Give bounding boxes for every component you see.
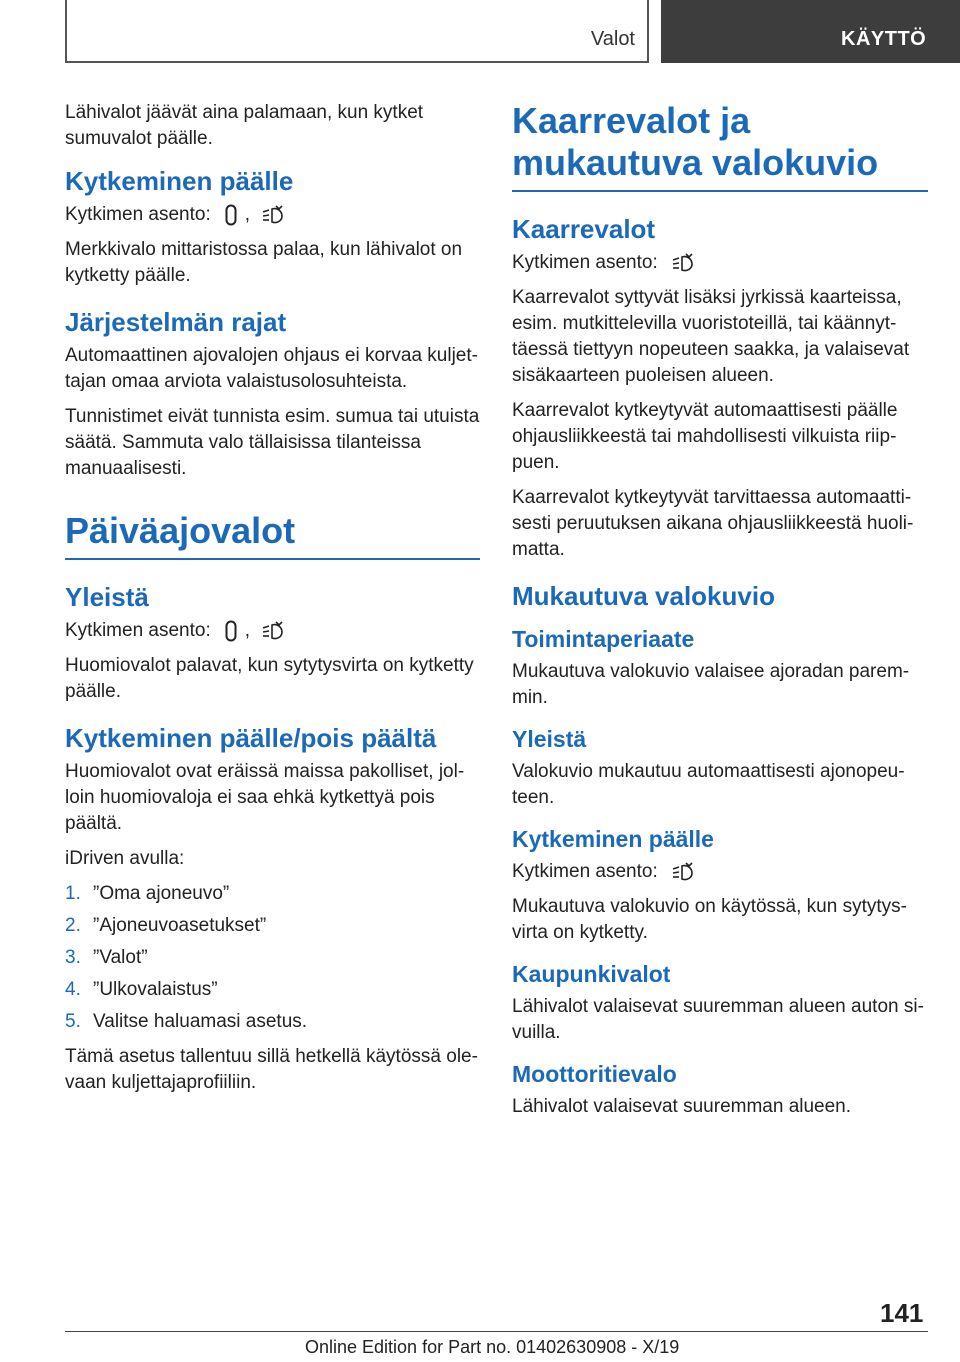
section-title: Valot <box>590 28 635 50</box>
auto-headlight-icon <box>672 252 696 274</box>
switch-position-label: Kytkimen asento: <box>512 252 658 273</box>
step-number: 4. <box>65 979 81 1000</box>
heading-daytime-running-lights: Päiväajovalot <box>65 510 480 560</box>
onoff-paragraph-2: iDriven avulla: <box>65 848 185 869</box>
right-column <box>512 100 928 1129</box>
general2-paragraph: Valokuvio mukautuu automaattisesti ajonopeuteen. <box>512 761 905 808</box>
list-item <box>65 945 480 971</box>
list-item <box>65 977 480 1003</box>
step-text: ”Oma ajoneuvo” <box>93 883 230 904</box>
motorway-paragraph: Lähivalot valaisevat suuremman alueen. <box>512 1096 852 1117</box>
limits-paragraph-2: Tunnistimet eivät tunnista esim. sumua tai utuista säätä. Sammuta valo tällaisissa tilanteissa manuaalisesti. <box>65 406 480 479</box>
footer-divider <box>65 1331 928 1332</box>
switch-position-line <box>65 618 480 644</box>
step-text: Valitse haluamasi asetus. <box>93 1011 308 1032</box>
step-number: 5. <box>65 1011 81 1032</box>
heading-principle: Toimintaperiaate <box>512 626 695 652</box>
heading-city-lights: Kaupunkivalot <box>512 961 671 987</box>
intro-paragraph: Lähivalot jäävät aina palamaan, kun kytket sumuvalot päälle. <box>65 102 424 149</box>
switch-on-paragraph: Merkkivalo mittaristossa palaa, kun lähivalot on kytketty päälle. <box>65 239 463 286</box>
comma: , <box>244 204 251 225</box>
heading-system-limits: Järjestelmän rajat <box>65 307 287 337</box>
left-column <box>65 100 480 1105</box>
principle-paragraph: Mukautuva valokuvio valaisee ajoradan paremmin. <box>512 661 910 708</box>
switch-on2-paragraph: Mukautuva valokuvio on käytössä, kun sytytysvirta on kytketty. <box>512 896 907 943</box>
auto-headlight-icon <box>262 204 286 226</box>
edition-text: Online Edition for Part no. 01402630908 - X/19 <box>305 1337 680 1357</box>
list-item <box>65 913 480 939</box>
city-paragraph: Lähivalot valaisevat suuremman alueen auton sivuilla. <box>512 996 924 1043</box>
chapter-tab <box>661 0 960 63</box>
heading-switch-on: Kytkeminen päälle <box>65 166 294 196</box>
chapter-title: KÄYTTÖ <box>841 28 927 50</box>
heading-switch-on-off: Kytkeminen päälle/pois päältä <box>65 723 437 753</box>
switch-position-label: Kytkimen asento: <box>65 620 211 641</box>
curve-paragraph-2: Kaarrevalot kytkeytyvät automaattisesti päälle ohjausliikkeestä tai mahdollisesti vilkuista riippuen. <box>512 400 898 473</box>
limits-paragraph-1: Automaattinen ajovalojen ohjaus ei korvaa kuljettajan omaa arviota valaistusolosuhteista. <box>65 345 478 392</box>
page-number: 141 <box>880 1298 924 1328</box>
switch-position-line <box>65 202 480 228</box>
onoff-paragraph-3: Tämä asetus tallentuu sillä hetkellä käytössä olevaan kuljettajaprofiiliin. <box>65 1046 478 1093</box>
step-text: ”Ulkovalaistus” <box>93 979 218 1000</box>
switch-position-label: Kytkimen asento: <box>65 204 211 225</box>
heading-adaptive-light: Mukautuva valokuvio <box>512 581 775 611</box>
idrive-steps-list <box>65 881 480 1035</box>
heading-general-2: Yleistä <box>512 726 587 752</box>
switch-position-label: Kytkimen asento: <box>512 861 658 882</box>
curve-paragraph-1: Kaarrevalot syttyvät lisäksi jyrkissä kaarteissa, esim. mutkittelevilla vuoristoteillä, tai käännyttäessä tiettyyn nopeuteen saakka, ja valaisevat sisäkaarteen puoleisen alueen. <box>512 287 910 386</box>
comma: , <box>244 620 251 641</box>
onoff-paragraph-1: Huomiovalot ovat eräissä maissa pakolliset, jolloin huomiovaloja ei saa ehkä kytkettyä pois päältä. <box>65 761 465 834</box>
step-number: 3. <box>65 947 81 968</box>
auto-light-switch-icon <box>225 620 237 642</box>
heading-general: Yleistä <box>65 582 149 612</box>
step-text: ”Ajoneuvoasetukset” <box>93 915 267 936</box>
heading-switch-on-2: Kytkeminen päälle <box>512 826 714 852</box>
auto-headlight-icon <box>672 861 696 883</box>
general-paragraph: Huomiovalot palavat, kun sytytysvirta on kytketty päälle. <box>65 655 474 702</box>
step-number: 2. <box>65 915 81 936</box>
auto-light-switch-icon <box>225 204 237 226</box>
step-number: 1. <box>65 883 81 904</box>
heading-motorway-light: Moottoritievalo <box>512 1061 677 1087</box>
curve-paragraph-3: Kaarrevalot kytkeytyvät tarvittaessa automaattisesti peruutuksen aikana ohjausliikkeestä huolimatta. <box>512 487 914 560</box>
list-item <box>65 881 480 907</box>
header-frame <box>65 0 649 63</box>
heading-curve-lights-adaptive: Kaarrevalot ja mukautuva valokuvio <box>512 100 928 192</box>
heading-curve-lights: Kaarrevalot <box>512 214 656 244</box>
switch-position-line <box>512 250 928 276</box>
step-text: ”Valot” <box>93 947 148 968</box>
list-item <box>65 1009 480 1035</box>
switch-position-line <box>512 859 928 885</box>
auto-headlight-icon <box>262 620 286 642</box>
